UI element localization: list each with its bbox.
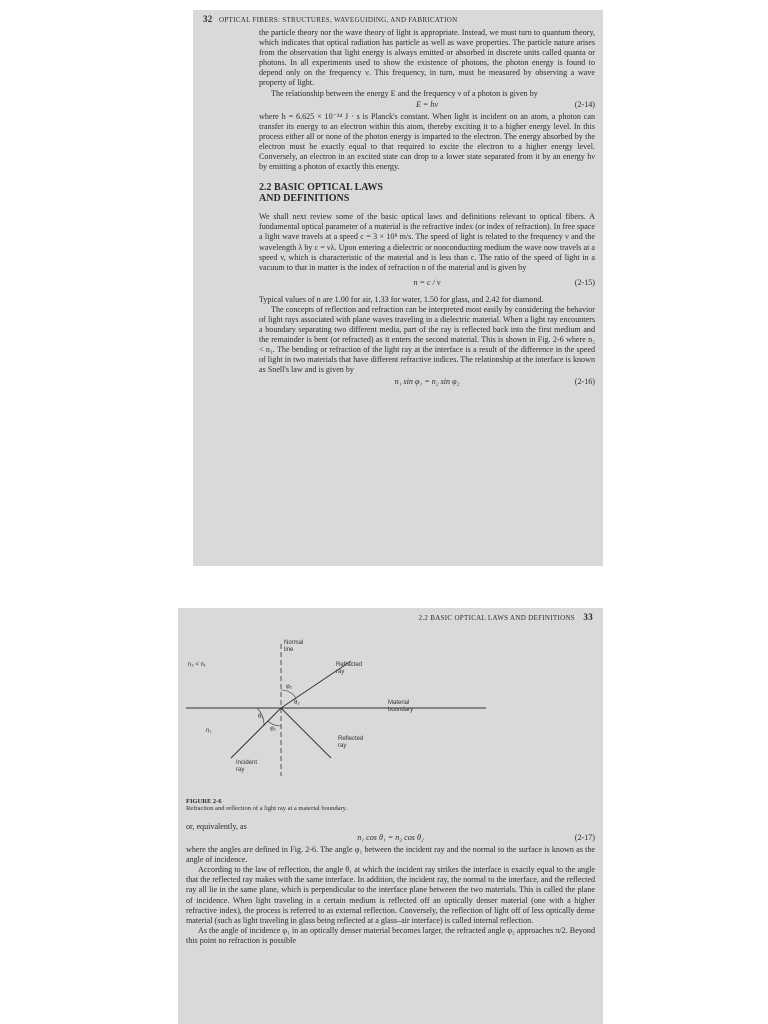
figure-2-6 [186,626,595,796]
book-page-32 [193,10,603,566]
equation-text: n₁ cos θ₁ = n₂ cos θ₂ [357,833,424,843]
page-body [201,28,595,389]
phi2-arc [281,690,296,698]
equation [259,376,595,389]
label-theta1: θ₁ [258,714,264,720]
label-incident-ray: Incident ray [236,760,258,773]
paragraph: the particle theory nor the wave theory of light is appropriate. Instead, we must turn to quantum theory, which indicates that optical radiation has particle as well as wave properties. The particle nature arises from the observation that light energy is always emitted or absorbed in discrete units called quanta or photons. In all experiments used to show the existence of photons, the photon energy is found to depend only on the frequency ν. This frequency, in turn, must be measured by observing a wave property of light. [259,28,595,88]
equation [186,832,595,845]
label-theta2: θ₂ [294,700,300,706]
paragraph: As the angle of incidence φ₁ in an optically denser material becomes larger, the refracted angle φ₂ approaches π/2. Beyond this point no refraction is possible [186,925,595,945]
section-heading [259,182,595,204]
page-body [186,626,595,946]
figure-number: FIGURE 2-6 [186,798,222,805]
equation-number: (2-16) [574,376,595,386]
page-number: 33 [583,612,593,622]
book-page-33 [178,608,603,1024]
label-material-boundary: Material boundary [388,700,414,713]
paragraph: The concepts of reflection and refraction can be interpreted most easily by considering the behavior of light rays associated with plane waves traveling in a dielectric material. When a light ray encounters a boundary separating two different media, part of the ray is reflected back into the first medium and the remainder is bent (or refracted) as it enters the second material. This is shown in Fig. 2-6 where n₂ < n₁. The bending or refraction of the light ray at the interface is a result of the difference in the speed of light in two materials that have different refractive indices. The relationship at the interface is known as Snell's law and is given by [259,304,595,375]
label-normal-line: Normal line [284,640,304,653]
equation-text: n = c / v [413,277,441,287]
equation-number: (2-14) [574,99,595,109]
equation-text: n₁ sin φ₁ = n₂ sin φ₂ [394,376,460,386]
paragraph: Typical values of n are 1.00 for air, 1.33 for water, 1.50 for glass, and 2.42 for diamond. [259,294,544,304]
paragraph: where the angles are defined in Fig. 2-6. The angle φ₁ between the incident ray and the normal to the surface is known as the angle of incidence. [186,845,595,865]
equation-number: (2-17) [574,833,595,843]
label-phi1: φ₁ [270,726,276,732]
paragraph: According to the law of reflection, the angle θ₁ at which the incident ray strikes the interface is exactly equal to the angle that the reflected ray makes with the same interface. In addition, the incident ray, the normal to the interface, and the reflected ray all lie in the same plane, which is perpendicular to the interface plane between the two materials. This is called the plane of incidence. When light traveling in a certain medium is reflected off an optically denser material (one with a higher refractive index), the process is referred to as external reflection. Conversely, the reflection of light off of less optically dense material (such as light traveling in glass being reflected at a glass–air interface) is called internal reflection. [186,865,595,925]
running-head-text: OPTICAL FIBERS: STRUCTURES, WAVEGUIDING, AND FABRICATION [219,16,458,24]
paragraph: or, equivalently, as [186,822,247,831]
equation-text: E = hν [415,99,439,109]
section-heading-line: 2.2 BASIC OPTICAL LAWS [259,182,383,194]
label-reflected-ray: Reflected ray [338,736,364,749]
paragraph: We shall next review some of the basic optical laws and definitions relevant to optical fibers. A fundamental optical parameter of a material is the refractive index (or index of refraction). In free space a light wave travels at a speed c = 3 × 10⁸ m/s. The speed of light is related to the frequency ν and the wavelength λ by c = νλ. Upon entering a dielectric or nonconducting medium the wave now travels at a speed v, which is characteristic of the material and is less than c. The ratio of the speed of light in a vacuum to that in matter is the index of refraction n of the material and is given by [259,212,595,272]
running-head-text: 2.2 BASIC OPTICAL LAWS AND DEFINITIONS [418,614,575,622]
equation [259,99,595,112]
label-n1: n₁ [206,728,212,734]
label-phi2: φ₂ [286,684,293,690]
equation [259,273,595,295]
incident-ray [231,708,281,758]
equation-number: (2-15) [574,277,595,287]
label-refracted-ray: Refracted ray [336,662,363,675]
label-n2-lt-n1: n₂ < n₁ [188,662,206,668]
page-number: 32 [203,14,213,24]
running-head [186,612,595,626]
running-head [201,14,595,28]
section-heading-line: AND DEFINITIONS [259,193,350,205]
figure-caption: Refraction and reflection of a light ray at a material boundary. [186,805,348,812]
paragraph: where h = 6.625 × 10⁻³⁴ J · s is Planck's constant. When light is incident on an atom, a photon can transfer its energy to an electron within this atom, thereby exciting it to a higher energy level. In this process either all or none of the photon energy is imparted to the electron. The energy absorbed by the electron must be exactly equal to that required to excite the electron to a higher energy level. Conversely, an electron in an excited state can drop to a lower state separated from it by an energy hν by emitting a photon of exactly this energy. [259,111,595,172]
paragraph: The relationship between the energy E and the frequency ν of a photon is given by [271,88,538,98]
reflected-ray [281,708,331,758]
